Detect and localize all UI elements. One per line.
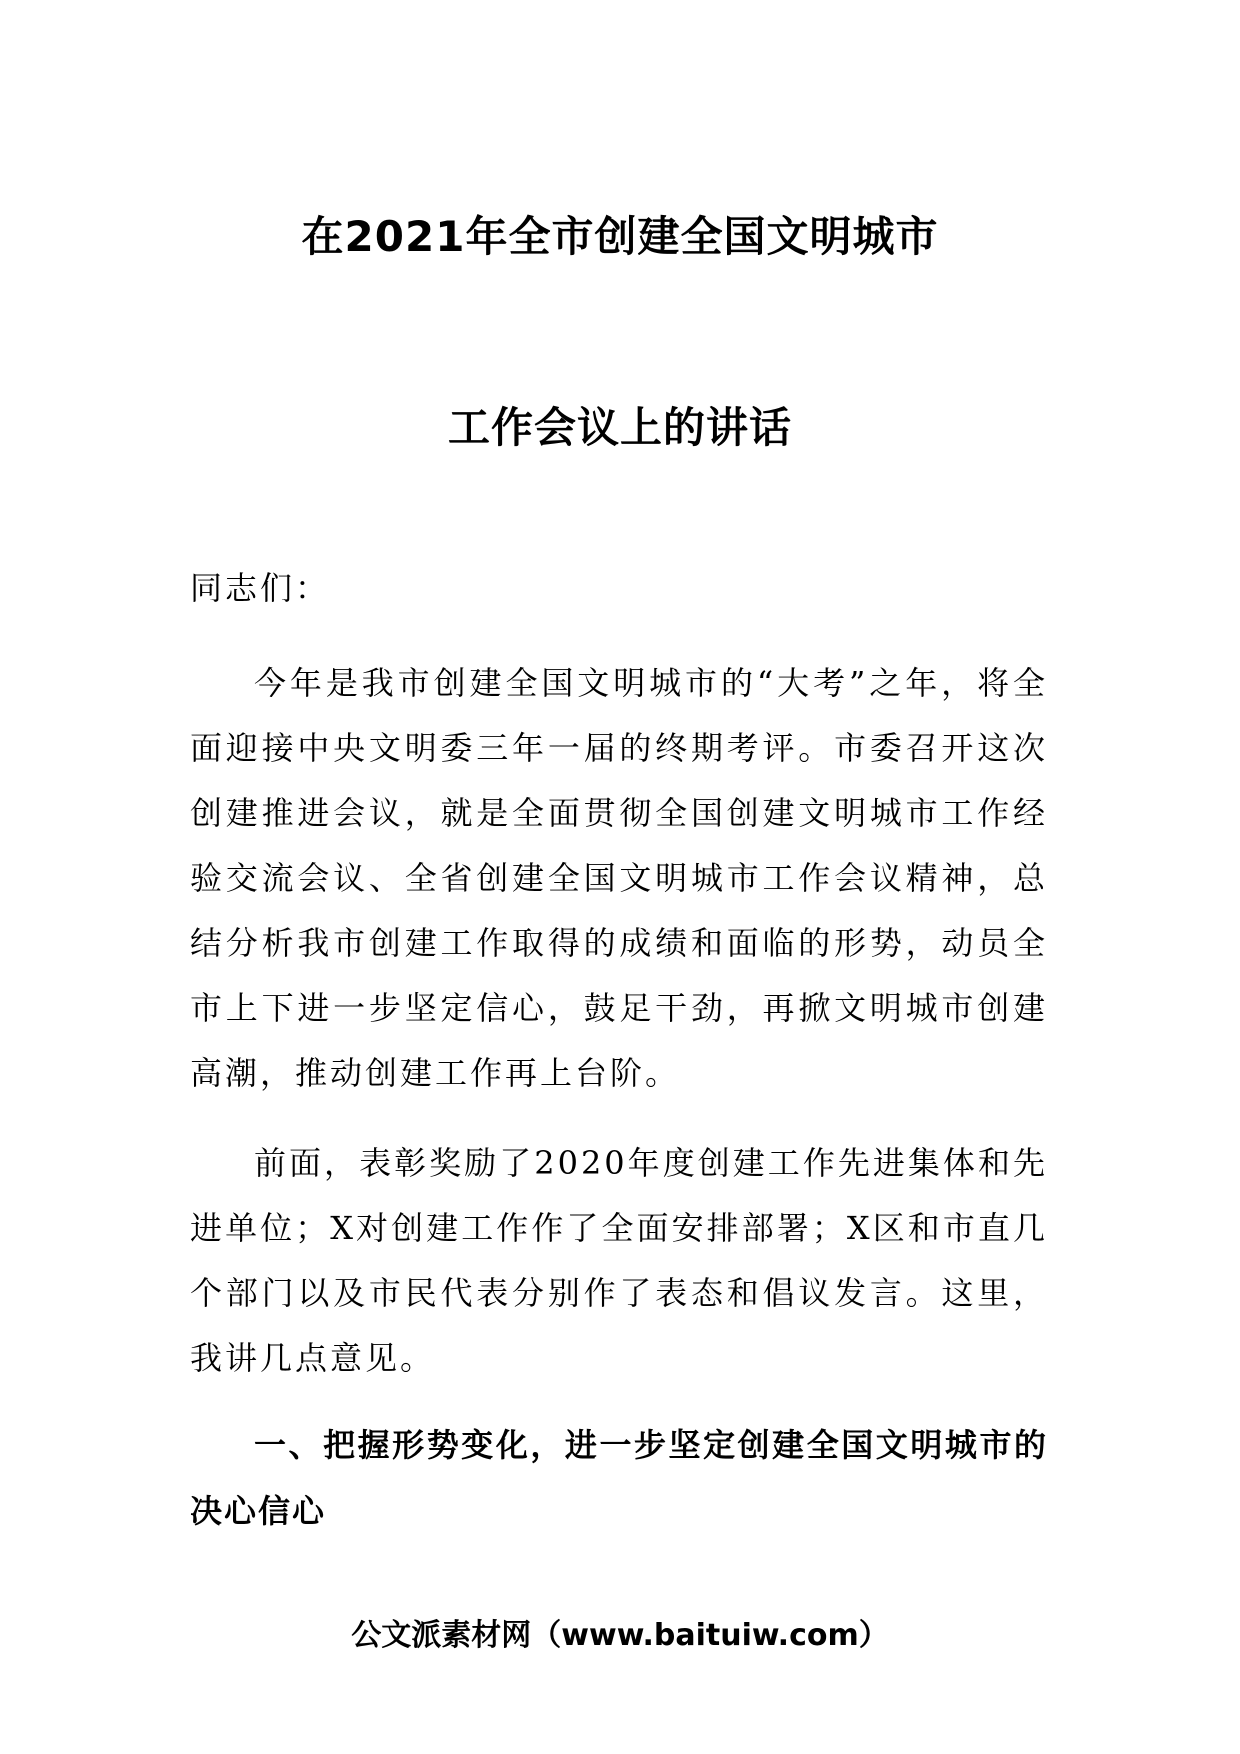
section-heading-1: 一、把握形势变化，进一步坚定创建全国文明城市的决心信心 (190, 1426, 1048, 1530)
body-paragraph-2: 前面，表彰奖励了2020年度创建工作先进集体和先进单位；X对创建工作作了全面安排部署；X区和市直几个部门以及市民代表分别作了表态和倡议发言。这里，我讲几点意见。 (190, 1144, 1048, 1377)
body-paragraph-1: 今年是我市创建全国文明城市的“大考”之年，将全面迎接中央文明委三年一届的终期考评。市委召开这次创建推进会议，就是全面贯彻全国创建文明城市工作经验交流会议、全省创建全国文明城市工作会议精神，总结分析我市创建工作取得的成绩和面临的形势，动员全市上下进一步坚定信心，鼓足干劲，再掀文明城市创建高潮，推动创建工作再上台阶。 (190, 664, 1048, 1092)
footer-watermark: 公文派素材网（www.baituiw.com） (351, 1618, 889, 1653)
salutation: 同志们： (190, 569, 331, 607)
document-title-line-1: 在2021年全市创建全国文明城市 (301, 212, 939, 261)
document-title-line-2: 工作会议上的讲话 (447, 403, 792, 452)
